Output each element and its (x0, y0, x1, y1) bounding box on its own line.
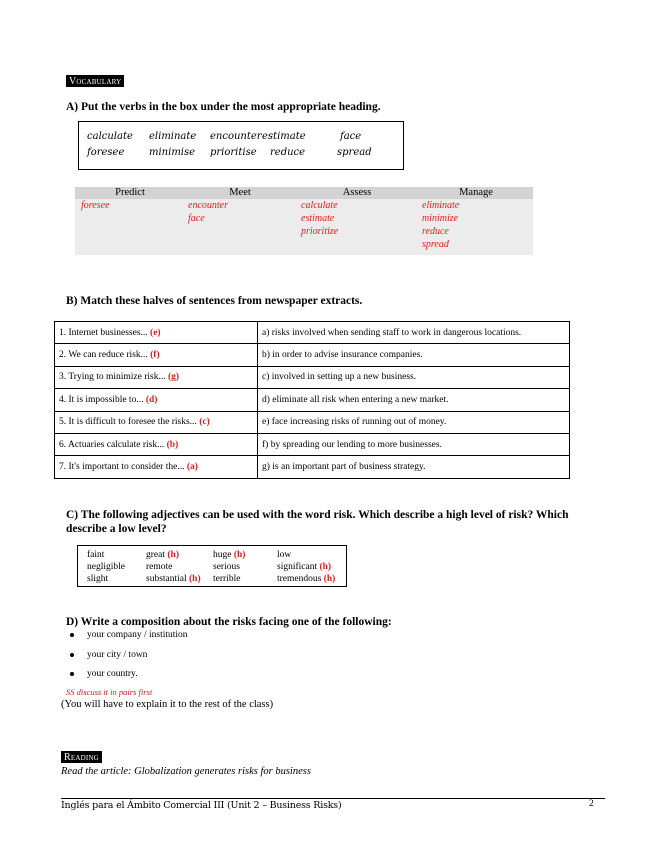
sentence-end: f) by spreading our lending to more businesses. (258, 433, 570, 455)
heading-table (75, 187, 533, 255)
assess-column (301, 199, 338, 238)
verb-item: face (340, 131, 362, 142)
adjective: huge (h) (213, 550, 246, 560)
high-marker: (h) (323, 574, 336, 584)
verb-item: prioritise (210, 147, 257, 158)
answer-word: minimize (422, 213, 459, 224)
reading-instruction: Read the article: Globalization generates risks for business (61, 766, 311, 777)
sentence-end: g) is an important part of business strategy. (258, 456, 570, 478)
predict-column (81, 199, 110, 212)
table-row (55, 389, 570, 411)
list-item: your company / institution (70, 630, 188, 640)
match-answer: (d) (145, 394, 158, 405)
answer-word: calculate (301, 200, 338, 211)
table-row (55, 456, 570, 478)
list-item: your city / town (70, 650, 147, 660)
table-row (55, 433, 570, 455)
match-answer: (c) (199, 417, 210, 428)
sentence-end: a) risks involved when sending staff to work in dangerous locations. (258, 322, 570, 344)
adjective: slight (87, 574, 109, 584)
bullet-icon (70, 653, 74, 657)
high-marker: (h) (167, 550, 179, 560)
verb-item: spread (337, 147, 372, 158)
verb-item: calculate (87, 131, 133, 142)
bullet-icon (70, 672, 74, 676)
page-number: 2 (589, 799, 594, 809)
adjective: great (h) (146, 550, 179, 560)
match-table (54, 321, 570, 479)
adjective: negligible (87, 562, 125, 572)
answer-word: face (188, 213, 205, 224)
teacher-note: SS discuss it in pairs first (66, 687, 153, 697)
sentence-start: 1. Internet businesses... (e) (55, 322, 258, 344)
header-predict: Predict (115, 187, 145, 198)
header-meet: Meet (229, 187, 251, 198)
high-marker: (h) (189, 574, 201, 584)
sentence-start: 7. It's important to consider the... (a) (55, 456, 258, 478)
answer-word: prioritize (301, 226, 339, 237)
footer-text: Inglés para el Ámbito Comercial III (Unit 2 – Business Risks) (61, 800, 342, 811)
sentence-end: c) involved in setting up a new business. (258, 366, 570, 388)
adjective: terrible (213, 574, 241, 584)
verb-item: eliminate (149, 131, 197, 142)
vocabulary-heading: Vocabulary (66, 75, 124, 87)
table-row (55, 411, 570, 433)
sentence-start: 5. It is difficult to foresee the risks... (c) (55, 411, 258, 433)
match-answer: (f) (150, 350, 160, 361)
section-c-title-line1: C) The following adjectives can be used with the word risk. Which describe a high level of risk? Which (66, 509, 569, 521)
sentence-start: 4. It is impossible to... (d) (55, 389, 258, 411)
adjective: low (277, 550, 292, 560)
table-row (55, 322, 570, 344)
header-manage: Manage (459, 187, 493, 198)
header-assess: Assess (342, 187, 372, 198)
adjective: faint (87, 550, 105, 560)
verb-item: encounter (210, 131, 262, 142)
answer-word: encounter (188, 200, 228, 211)
match-answer: (e) (150, 327, 161, 338)
answer-word: estimate (301, 213, 335, 224)
section-d-title: D) Write a composition about the risks facing one of the following: (66, 616, 392, 628)
answer-word: foresee (81, 200, 110, 211)
sentence-end: d) eliminate all risk when entering a new market. (258, 389, 570, 411)
verb-item: foresee (87, 147, 125, 158)
verb-box (78, 121, 404, 170)
section-a-title: A) Put the verbs in the box under the most appropriate heading. (66, 101, 381, 113)
adjective-box (77, 545, 347, 587)
adjective: substantial (h) (146, 574, 201, 584)
sentence-start: 2. We can reduce risk... (f) (55, 344, 258, 366)
adjective: remote (146, 562, 173, 572)
match-answer: (a) (186, 462, 198, 473)
footer-divider (61, 798, 605, 799)
high-marker: (h) (233, 550, 246, 560)
reading-heading: Reading (61, 751, 102, 763)
match-answer: (b) (166, 439, 179, 450)
bullet-icon (70, 633, 74, 637)
answer-word: eliminate (422, 200, 460, 211)
answer-word: reduce (422, 226, 449, 237)
verb-item: minimise (149, 147, 196, 158)
sentence-end: e) face increasing risks of running out of money. (258, 411, 570, 433)
table-row (55, 344, 570, 366)
sentence-start: 6. Actuaries calculate risk... (b) (55, 433, 258, 455)
explain-note: (You will have to explain it to the rest of the class) (61, 699, 274, 710)
verb-item: reduce (270, 147, 306, 158)
answer-word: spread (422, 239, 449, 250)
verb-item: estimate (262, 131, 306, 142)
meet-column (188, 199, 228, 225)
adjective: tremendous (h) (277, 574, 336, 584)
adjective: significant (h) (277, 562, 332, 572)
sentence-start: 3. Trying to minimize risk... (g) (55, 366, 258, 388)
match-answer: (g) (168, 372, 180, 383)
sentence-end: b) in order to advise insurance companies. (258, 344, 570, 366)
adjective: serious (213, 562, 240, 572)
table-row (55, 366, 570, 388)
section-b-title: B) Match these halves of sentences from newspaper extracts. (66, 295, 363, 307)
heading-row (75, 187, 533, 199)
high-marker: (h) (319, 562, 332, 572)
manage-column (422, 199, 459, 251)
list-item: your country. (70, 669, 138, 679)
section-c-title-line2: describe a low level? (66, 523, 167, 535)
